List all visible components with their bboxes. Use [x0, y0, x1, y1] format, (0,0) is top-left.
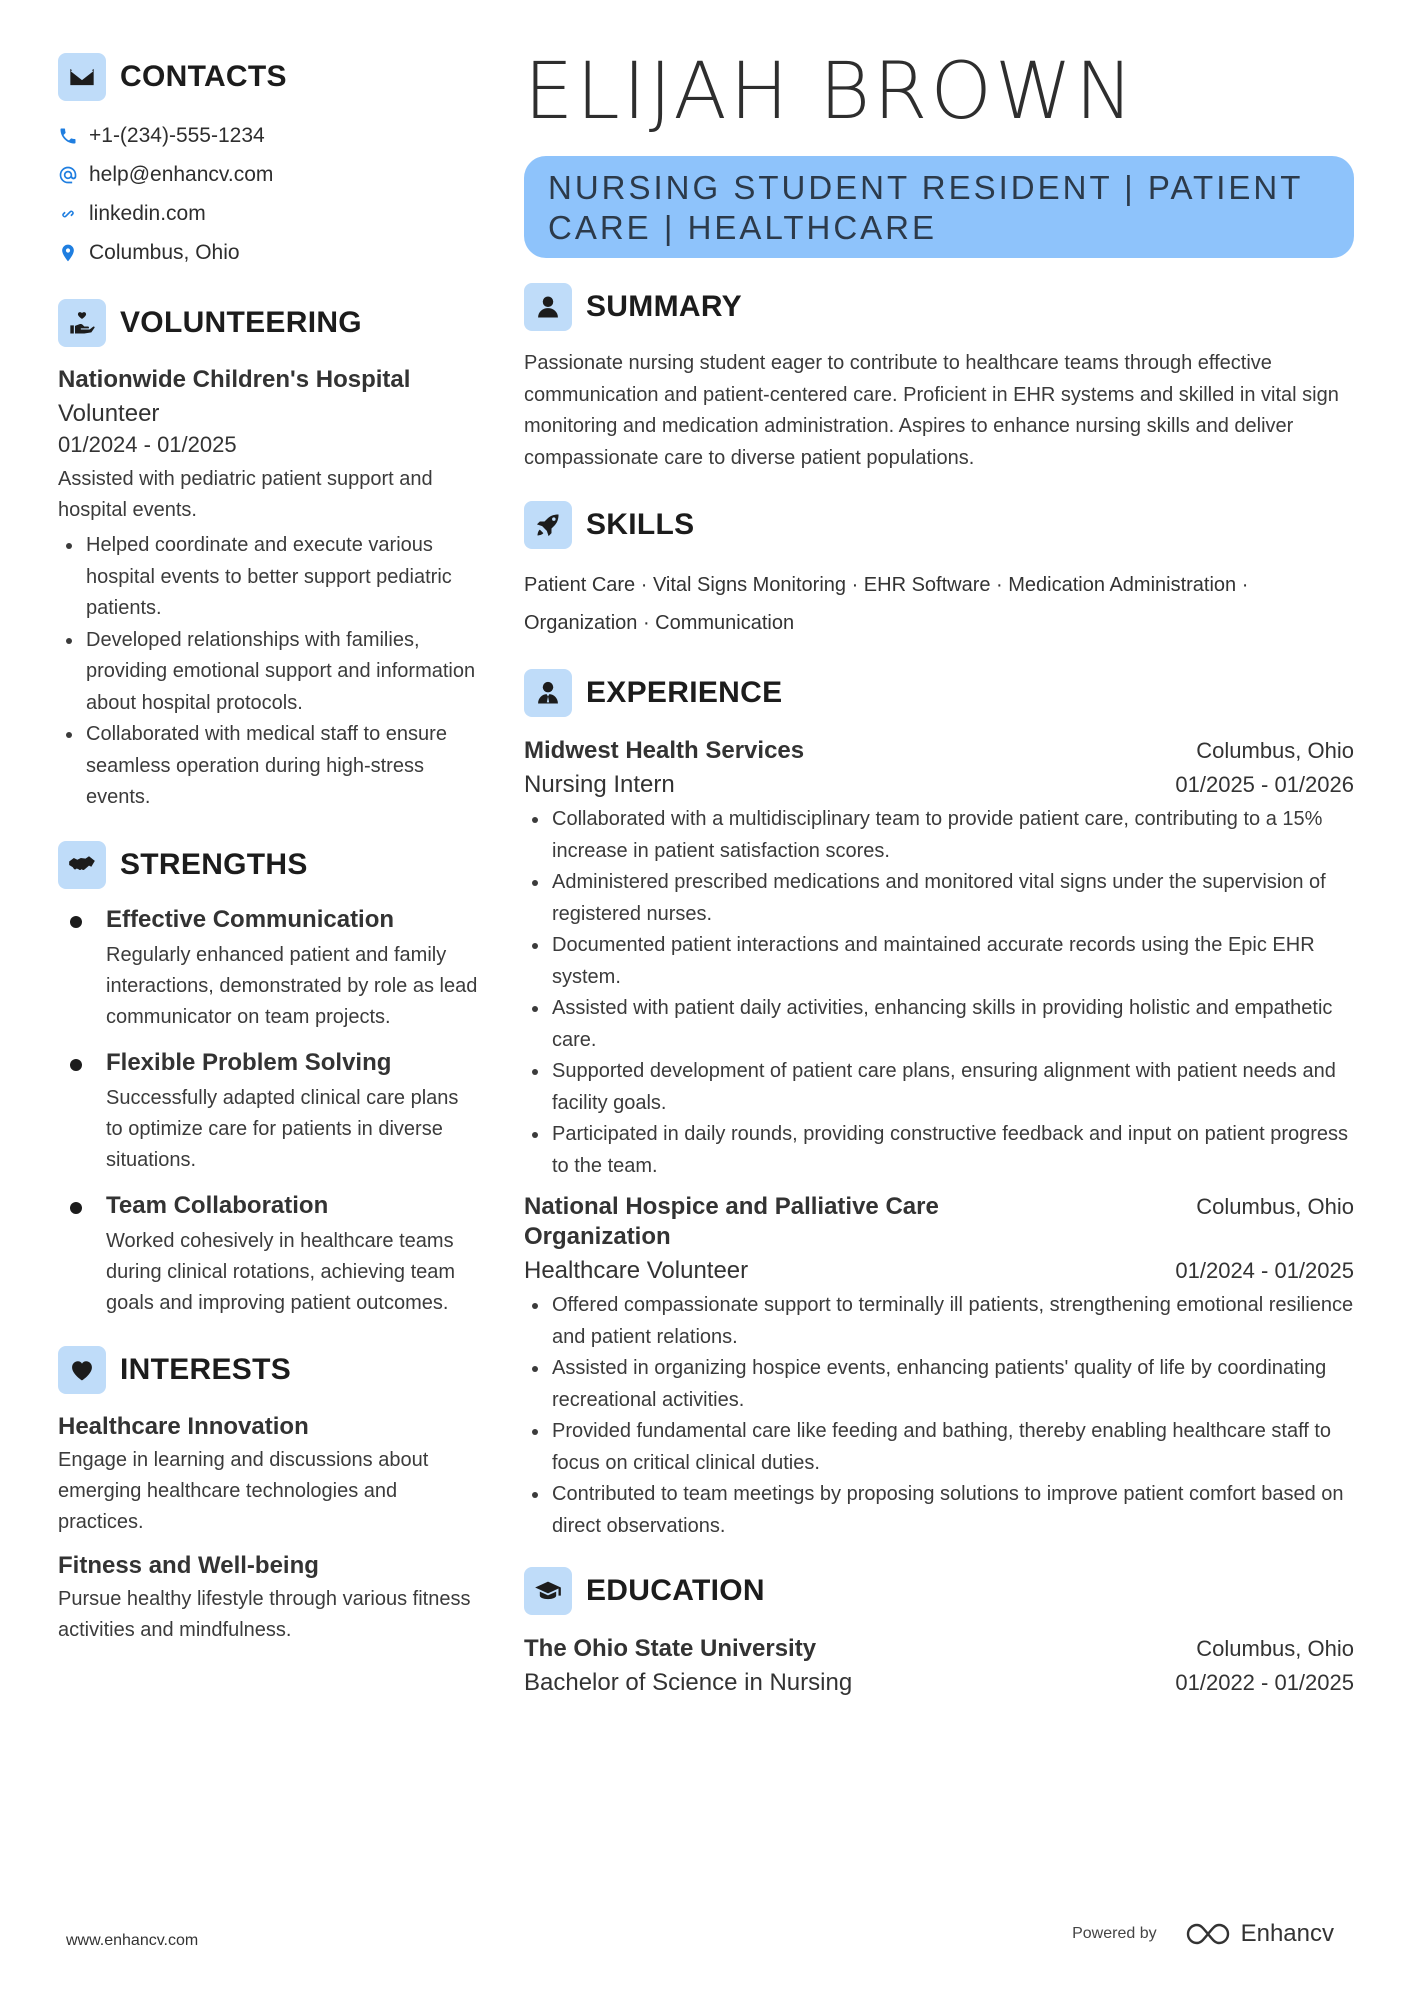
degree: Bachelor of Science in Nursing [524, 1669, 853, 1696]
phone-text: +1-(234)-555-1234 [89, 123, 265, 147]
volunteering-heading: VOLUNTEERING [120, 306, 362, 339]
strength-item [58, 1190, 478, 1319]
contact-email[interactable] [58, 155, 478, 194]
right-column [524, 47, 1354, 1698]
summary-section [524, 282, 1354, 474]
list-item: Helped coordinate and execute various hospital events to better support pediatric patients. [58, 530, 478, 625]
user-icon [524, 283, 572, 331]
list-item: Assisted in organizing hospice events, enhancing patients' quality of life by coordinating recreational activities. [524, 1353, 1354, 1416]
strength-title: Team Collaboration [106, 1191, 329, 1219]
powered-by-text: Powered by [1072, 1925, 1157, 1942]
contact-location [58, 233, 478, 272]
interests-heading: INTERESTS [120, 1352, 292, 1386]
strength-text: Regularly enhanced patient and family interactions, demonstrated by role as lead communicator on team projects. [106, 943, 478, 1028]
volunteer-dates: 01/2024 - 01/2025 [58, 432, 237, 457]
summary-header [524, 282, 1354, 332]
volunteer-role: Volunteer [58, 400, 160, 427]
skills-list: Patient Care · Vital Signs Monitoring · EHR Software · Medication Administration · Organization · Communication [524, 574, 1249, 634]
skills-section [524, 500, 1354, 642]
list-item: Administered prescribed medications and monitored vital signs under the supervision of registered nurses. [524, 867, 1354, 930]
brand-name: Enhancv [1240, 1920, 1334, 1947]
skills-header [524, 500, 1354, 550]
link-icon [58, 204, 78, 224]
candidate-name: ELIJAH BROWN [524, 47, 1137, 137]
user-tie-icon [524, 669, 572, 717]
strength-item [58, 904, 478, 1033]
location-pin-icon [58, 243, 78, 263]
interests-section [58, 1345, 478, 1646]
footer-branding [1072, 1920, 1334, 1948]
location-text: Columbus, Ohio [89, 240, 240, 264]
list-item: Offered compassionate support to terminally ill patients, strengthening emotional resilience and patient relations. [524, 1290, 1354, 1353]
job-location: Columbus, Ohio [1196, 738, 1354, 763]
envelope-icon [58, 53, 106, 101]
interest-text: Engage in learning and discussions about emerging healthcare technologies and practices. [58, 1448, 429, 1533]
linkedin-text: linkedin.com [89, 201, 206, 225]
strength-text: Successfully adapted clinical care plans to optimize care for patients in diverse situations. [106, 1086, 459, 1171]
graduation-cap-icon [524, 1567, 572, 1615]
list-item: Developed relationships with families, providing emotional support and information about hospital protocols. [58, 625, 478, 720]
left-column [58, 52, 478, 1646]
volunteer-summary: Assisted with pediatric patient support and hospital events. [58, 468, 433, 521]
handshake-icon [58, 841, 106, 889]
education-entry [524, 1634, 1354, 1698]
phone-icon [58, 126, 78, 146]
job-org: National Hospice and Palliative Care Organization [524, 1193, 939, 1250]
list-item: Collaborated with a multidisciplinary team to provide patient care, contributing to a 15% increase in patient satisfaction scores. [524, 804, 1354, 867]
job-role: Nursing Intern [524, 771, 675, 798]
job-entry [524, 1192, 1354, 1542]
enhancv-logo-icon [1183, 1921, 1233, 1947]
brand-logo[interactable] [1183, 1920, 1334, 1948]
experience-section [524, 668, 1354, 1542]
candidate-title: NURSING STUDENT RESIDENT | PATIENT CARE | HEALTHCARE [548, 169, 1303, 246]
job-org: Midwest Health Services [524, 737, 805, 764]
job-dates: 01/2025 - 01/2026 [1175, 772, 1354, 797]
strength-item [58, 1047, 478, 1176]
list-item: Participated in daily rounds, providing constructive feedback and input on patient progress to the team. [524, 1119, 1354, 1182]
hand-heart-icon [58, 299, 106, 347]
list-item: Provided fundamental care like feeding and bathing, thereby enabling healthcare staff to focus on critical clinical duties. [524, 1416, 1354, 1479]
contacts-heading: CONTACTS [120, 60, 287, 93]
contacts-header [58, 52, 478, 102]
volunteer-org: Nationwide Children's Hospital [58, 366, 411, 393]
job-dates: 01/2024 - 01/2025 [1175, 1258, 1354, 1283]
at-icon [58, 165, 78, 185]
interest-title: Healthcare Innovation [58, 1412, 309, 1440]
strengths-header [58, 840, 478, 890]
rocket-icon [524, 501, 572, 549]
education-header [524, 1566, 1354, 1616]
skills-heading: SKILLS [586, 508, 695, 541]
list-item: Supported development of patient care plans, ensuring alignment with patient needs and facility goals. [524, 1056, 1354, 1119]
strength-title: Effective Communication [106, 905, 395, 933]
experience-heading: EXPERIENCE [586, 676, 783, 709]
strengths-section [58, 840, 478, 1319]
footer-website[interactable]: www.enhancv.com [66, 1932, 199, 1949]
heart-icon [58, 1346, 106, 1394]
job-bullets [524, 804, 1354, 1182]
strengths-heading: STRENGTHS [120, 847, 308, 881]
school-name: The Ohio State University [524, 1635, 817, 1662]
contacts-section [58, 52, 478, 272]
education-dates: 01/2022 - 01/2025 [1175, 1670, 1354, 1695]
interests-header [58, 1345, 478, 1395]
volunteering-header [58, 298, 478, 348]
title-banner [524, 156, 1354, 258]
experience-header [524, 668, 1354, 718]
volunteering-section [58, 298, 478, 814]
interest-text: Pursue healthy lifestyle through various fitness activities and mindfulness. [58, 1587, 471, 1641]
contact-linkedin[interactable] [58, 194, 478, 233]
job-bullets [524, 1290, 1354, 1542]
list-item: Collaborated with medical staff to ensure seamless operation during high-stress events. [58, 719, 478, 814]
job-entry [524, 736, 1354, 1182]
interest-title: Fitness and Well-being [58, 1551, 319, 1579]
email-text: help@enhancv.com [89, 162, 274, 186]
job-location: Columbus, Ohio [1196, 1194, 1354, 1219]
list-item: Assisted with patient daily activities, enhancing skills in providing holistic and empathetic care. [524, 993, 1354, 1056]
school-location: Columbus, Ohio [1196, 1636, 1354, 1661]
job-role: Healthcare Volunteer [524, 1257, 749, 1284]
volunteer-bullets [58, 530, 478, 814]
education-section [524, 1566, 1354, 1698]
education-heading: EDUCATION [586, 1574, 765, 1607]
strength-text: Worked cohesively in healthcare teams during clinical rotations, achieving team goals and improving patient outcomes. [106, 1229, 456, 1314]
list-item: Documented patient interactions and maintained accurate records using the Epic EHR system. [524, 930, 1354, 993]
strength-title: Flexible Problem Solving [106, 1048, 392, 1076]
summary-text: Passionate nursing student eager to contribute to healthcare teams through effective communication and patient-centered care. Proficient in EHR systems and skilled in vital sign monitoring and medication administration. Aspires to enhance nursing skills and deliver compassionate care to diverse patient populations. [524, 352, 1339, 469]
list-item: Contributed to team meetings by proposing solutions to improve patient comfort based on direct observations. [524, 1479, 1354, 1542]
contact-phone[interactable] [58, 116, 478, 155]
summary-heading: SUMMARY [586, 290, 742, 323]
